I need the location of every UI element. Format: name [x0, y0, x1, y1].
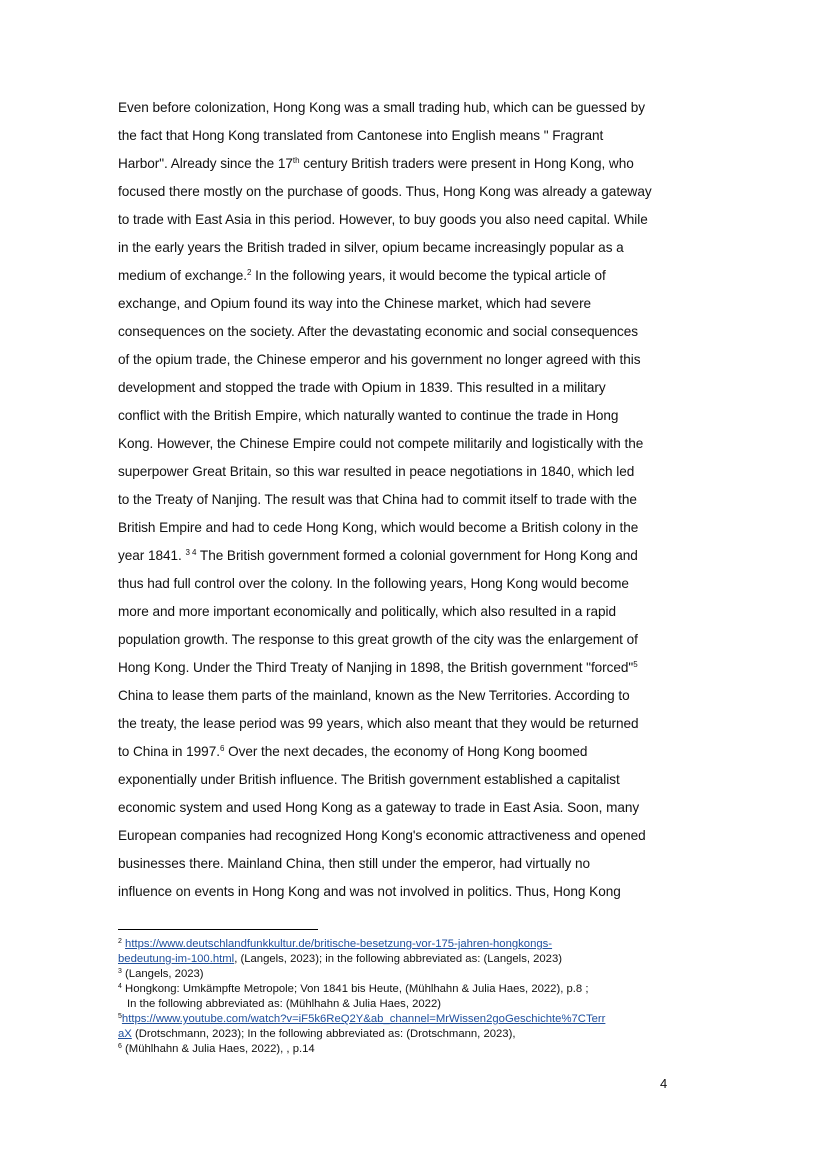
footnote-marker: 6 — [219, 744, 225, 753]
body-line — [118, 265, 678, 293]
body-line — [118, 321, 678, 349]
footnote-marker: 2 — [118, 938, 122, 945]
body-text — [118, 97, 678, 909]
body-line — [118, 489, 678, 517]
body-line — [118, 517, 678, 545]
body-line — [118, 573, 678, 601]
text-run: to trade with East Asia in this period. However, to buy goods you also need capital. While — [118, 212, 648, 227]
footnote-link[interactable]: bedeutung-im-100.html — [118, 953, 235, 965]
text-run: superpower Great Britain, so this war resulted in peace negotiations in 1840, which led — [118, 464, 635, 479]
text-run: the treaty, the lease period was 99 years, which also meant that they would be returned — [118, 716, 639, 731]
text-run: The British government formed a colonial government for Hong Kong and — [196, 548, 638, 563]
body-line — [118, 629, 678, 657]
text-run: economic system and used Hong Kong as a gateway to trade in East Asia. Soon, many — [118, 800, 640, 815]
body-line — [118, 881, 678, 909]
footnotes — [118, 937, 678, 1057]
text-run: businesses there. Mainland China, then still under the emperor, had virtually no — [118, 856, 591, 871]
text-run: focused there mostly on the purchase of goods. Thus, Hong Kong was already a gateway — [118, 184, 652, 199]
body-line — [118, 825, 678, 853]
footnote-marker: 3 4 — [185, 548, 197, 557]
body-line — [118, 713, 678, 741]
body-line — [118, 769, 678, 797]
body-line — [118, 125, 678, 153]
text-run: European companies had recognized Hong Kong's economic attractiveness and opened — [118, 828, 646, 843]
body-line — [118, 181, 678, 209]
text-run: Kong. However, the Chinese Empire could not compete militarily and logistically with the — [118, 436, 644, 451]
footnote-marker: 6 — [118, 1043, 122, 1050]
text-run: Over the next decades, the economy of Hong Kong boomed — [224, 744, 588, 759]
body-line — [118, 461, 678, 489]
body-line — [118, 209, 678, 237]
text-run: , (Langels, 2023); in the following abbreviated as: (Langels, 2023) — [234, 953, 563, 965]
footnote-line — [118, 937, 678, 952]
footnote-line — [118, 967, 678, 982]
footnote-line — [118, 982, 678, 997]
text-run: Even before colonization, Hong Kong was a small trading hub, which can be guessed by — [118, 100, 646, 115]
footnote-marker: 2 — [247, 268, 252, 277]
text-run: (Drotschmann, 2023); In the following abbreviated as: (Drotschmann, 2023), — [131, 1028, 516, 1040]
text-run: (Langels, 2023) — [121, 968, 204, 980]
body-line — [118, 433, 678, 461]
text-run: In the following abbreviated as: (Mühlhahn & Julia Haes, 2022) — [127, 998, 441, 1010]
text-run: Harbor". Already since the 17 — [118, 156, 293, 171]
body-line — [118, 237, 678, 265]
text-run: thus had full control over the colony. In the following years, Hong Kong would become — [118, 576, 629, 591]
body-line — [118, 601, 678, 629]
footnote-line — [118, 1042, 678, 1057]
body-line — [118, 685, 678, 713]
footnote-marker: 4 — [118, 983, 122, 990]
text-run: British Empire and had to cede Hong Kong, which would become a British colony in the — [118, 520, 639, 535]
body-line — [118, 545, 678, 573]
text-run: year 1841. — [118, 548, 186, 563]
body-line — [118, 741, 678, 769]
text-run: the fact that Hong Kong translated from Cantonese into English means " Fragrant — [118, 128, 604, 143]
footnote-line — [118, 1027, 678, 1042]
text-run: In the following years, it would become the typical article of — [251, 268, 606, 283]
footnote-marker: th — [292, 156, 300, 165]
text-run: exponentially under British influence. The British government established a capitalist — [118, 772, 620, 787]
text-run: Hongkong: Umkämpfte Metropole; Von 1841 bis Heute, (Mühlhahn & Julia Haes, 2022), p.8 ; — [121, 983, 589, 995]
footnote-line — [118, 1012, 678, 1027]
text-run: consequences on the society. After the devastating economic and social consequences — [118, 324, 639, 339]
footnote-line — [118, 952, 678, 967]
text-run: population growth. The response to this great growth of the city was the enlargement of — [118, 632, 638, 647]
body-line — [118, 797, 678, 825]
body-line — [118, 405, 678, 433]
text-run: development and stopped the trade with Opium in 1839. This resulted in a military — [118, 380, 606, 395]
text-run: exchange, and Opium found its way into the Chinese market, which had severe — [118, 296, 592, 311]
text-run: more and more important economically and politically, which also resulted in a rapid — [118, 604, 617, 619]
footnote-link[interactable]: https://www.youtube.com/watch?v=iF5k6ReQ2Y&ab_channel=MrWissen2goGeschichte%7CTerr — [121, 1013, 606, 1025]
body-line — [118, 377, 678, 405]
body-line — [118, 293, 678, 321]
body-line — [118, 97, 678, 125]
page-number: 4 — [660, 1076, 668, 1091]
text-run: Hong Kong. Under the Third Treaty of Nanjing in 1898, the British government "forced" — [118, 660, 634, 675]
footnote-line — [118, 997, 678, 1012]
text-run: influence on events in Hong Kong and was not involved in politics. Thus, Hong Kong — [118, 884, 621, 899]
text-run: China to lease them parts of the mainland, known as the New Territories. According to — [118, 688, 630, 703]
footnote-separator — [118, 929, 318, 930]
footnote-link[interactable]: aX — [118, 1028, 132, 1040]
text-run: conflict with the British Empire, which naturally wanted to continue the trade in Hong — [118, 408, 619, 423]
footnote-marker: 5 — [118, 1013, 122, 1020]
text-run: to the Treaty of Nanjing. The result was that China had to commit itself to trade with the — [118, 492, 637, 507]
text-run: of the opium trade, the Chinese emperor and his government no longer agreed with this — [118, 352, 641, 367]
footnote-marker: 5 — [633, 660, 638, 669]
text-run: (Mühlhahn & Julia Haes, 2022), , p.14 — [121, 1043, 315, 1055]
text-run: in the early years the British traded in silver, opium became increasingly popular as a — [118, 240, 624, 255]
text-run: to China in 1997. — [118, 744, 220, 759]
body-line — [118, 657, 678, 685]
text-run: century British traders were present in Hong Kong, who — [299, 156, 634, 171]
body-line — [118, 349, 678, 377]
footnote-marker: 3 — [118, 968, 122, 975]
footnote-link[interactable]: https://www.deutschlandfunkkultur.de/britische-besetzung-vor-175-jahren-hongkongs- — [125, 938, 553, 950]
text-run: medium of exchange. — [118, 268, 248, 283]
body-line — [118, 153, 678, 181]
body-line — [118, 853, 678, 881]
